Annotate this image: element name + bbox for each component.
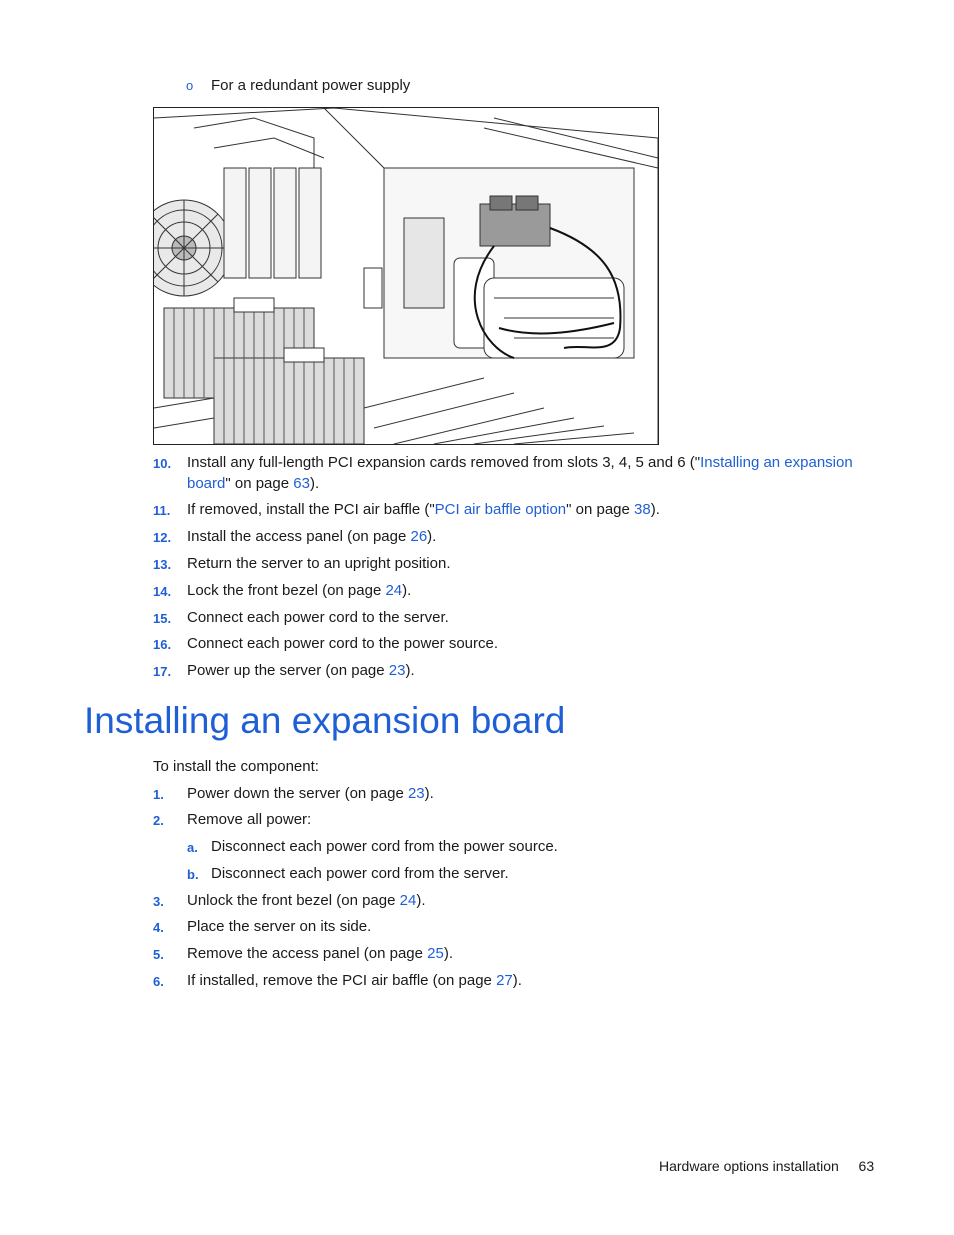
step-text: ). (405, 662, 415, 679)
step-b-3 (187, 892, 426, 909)
step-text: ). (427, 528, 437, 545)
step-text: " on page (225, 475, 294, 492)
step-number: 10. (153, 456, 172, 471)
step-text: ). (416, 892, 426, 909)
step-text: ). (402, 582, 412, 599)
substep-letter: b. (187, 867, 199, 882)
link-installing-expansion-board[interactable]: Installing an expansion (700, 454, 853, 471)
section-heading: Installing an expansion board (84, 700, 566, 741)
link-page-25[interactable]: 25 (427, 945, 444, 962)
link-page-27[interactable]: 27 (496, 972, 513, 989)
step-10-line-1 (187, 454, 853, 471)
step-16: Connect each power cord to the power source. (187, 635, 499, 652)
server-illustration (153, 107, 659, 445)
step-b-1 (187, 785, 434, 802)
link-page-24[interactable]: 24 (399, 892, 417, 909)
footer-section-title: Hardware options installation (659, 1158, 839, 1174)
step-text: If installed, remove the PCI air baffle (on page (187, 972, 497, 989)
step-14 (187, 582, 411, 599)
step-text: Remove the access panel (on page (187, 945, 428, 962)
step-text: ). (512, 972, 522, 989)
link-page-63[interactable]: 63 (293, 475, 310, 492)
step-text: Install any full-length PCI expansion cards removed from slots 3, 4, 5 and 6 (" (187, 454, 701, 471)
step-15: Connect each power cord to the server. (187, 609, 449, 626)
step-b-4: Place the server on its side. (187, 918, 372, 935)
link-board[interactable]: board (187, 475, 226, 492)
step-number: 15. (153, 611, 172, 626)
step-number: 4. (153, 920, 164, 935)
step-number: 6. (153, 974, 164, 989)
step-number: 17. (153, 664, 172, 679)
step-b-2: Remove all power: (187, 811, 312, 828)
step-number: 11. (153, 503, 171, 518)
step-b-6 (187, 972, 522, 989)
substep-letter: a. (187, 840, 198, 855)
step-17 (187, 662, 415, 679)
step-text: " on page (566, 501, 635, 518)
step-text: Install the access panel (on page (187, 528, 411, 545)
page-footer (659, 1158, 874, 1174)
link-page-23[interactable]: 23 (407, 785, 425, 802)
footer-page-number: 63 (858, 1158, 875, 1174)
step-number: 5. (153, 947, 164, 962)
bullet-marker: o (186, 78, 194, 93)
step-number: 3. (153, 894, 164, 909)
step-text: Unlock the front bezel (on page (187, 892, 400, 909)
link-page-23[interactable]: 23 (388, 662, 406, 679)
step-text: Power up the server (on page (187, 662, 389, 679)
step-number: 2. (153, 813, 164, 828)
step-number: 12. (153, 530, 172, 545)
link-page-26[interactable]: 26 (410, 528, 428, 545)
step-text: ). (443, 945, 454, 962)
bullet-text: For a redundant power supply (211, 77, 411, 94)
intro-text: To install the component: (153, 758, 319, 775)
step-number: 16. (153, 637, 172, 652)
step-text: Power down the server (on page (187, 785, 408, 802)
step-text: If removed, install the PCI air baffle (" (187, 501, 435, 518)
step-13: Return the server to an upright position. (187, 555, 451, 572)
server-illustration-svg (154, 108, 658, 444)
step-b-5 (187, 945, 453, 962)
step-b-2a: Disconnect each power cord from the power source. (211, 838, 558, 855)
step-number: 13. (153, 557, 172, 572)
step-10-line-2 (187, 475, 319, 492)
step-number: 1. (153, 787, 164, 802)
link-pci-air-baffle-option[interactable]: PCI air baffle option (434, 501, 567, 518)
step-11 (187, 501, 660, 518)
link-page-38[interactable]: 38 (634, 501, 651, 518)
step-text: ). (309, 475, 320, 492)
step-12 (187, 528, 436, 545)
step-number: 14. (153, 584, 172, 599)
step-text: ). (424, 785, 434, 802)
step-b-2b: Disconnect each power cord from the server. (211, 865, 509, 882)
step-text: Lock the front bezel (on page (187, 582, 386, 599)
link-page-24[interactable]: 24 (385, 582, 403, 599)
step-text: ). (650, 501, 660, 518)
